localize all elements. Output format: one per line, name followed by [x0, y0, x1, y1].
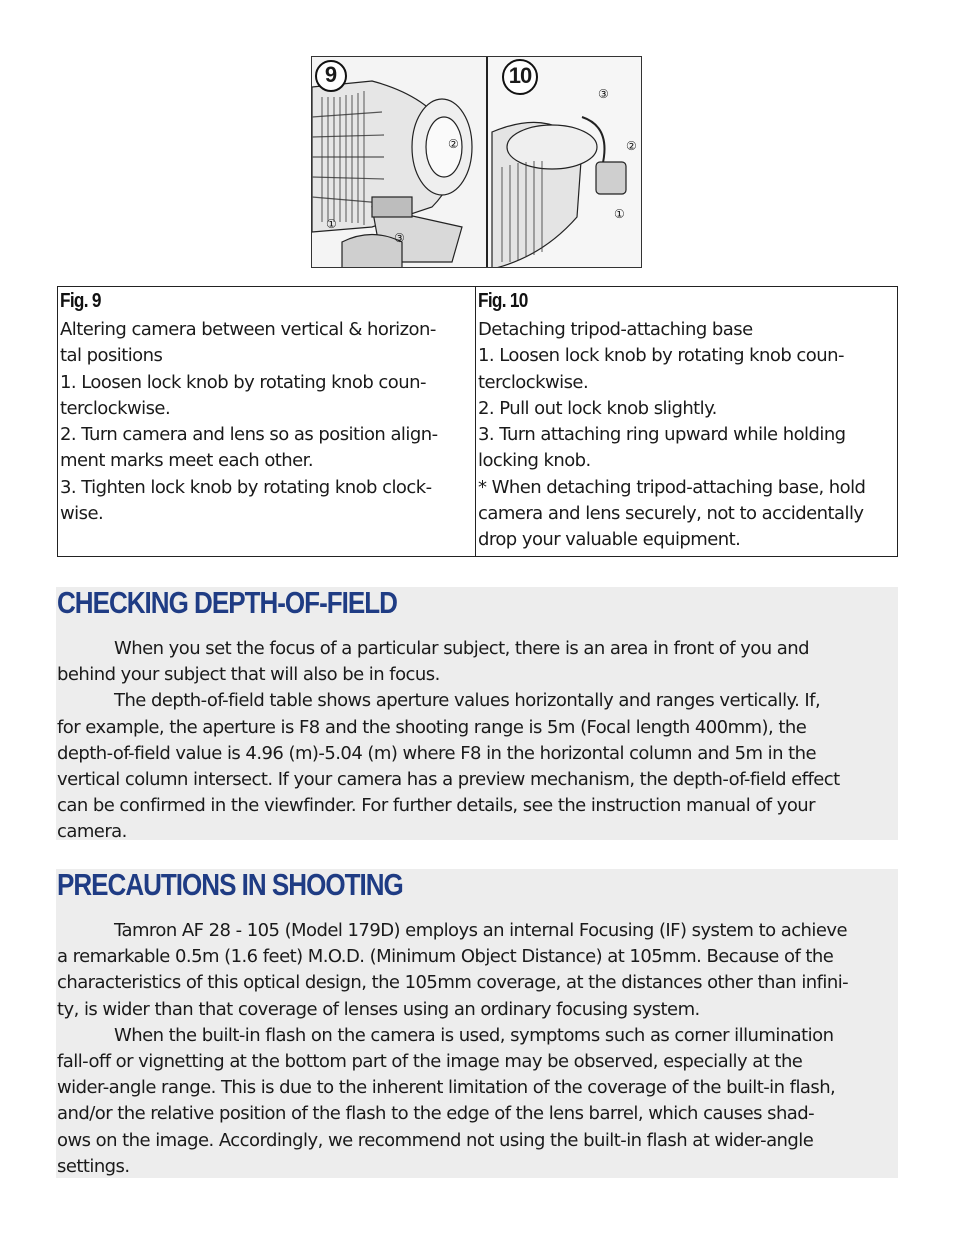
dof-section [56, 585, 898, 843]
dof-paragraph-line: The depth-of-field table shows aperture values horizontally and ranges vertically. If, [114, 690, 821, 712]
fig10-line: drop your valuable equipment. [478, 529, 741, 551]
fig9-line: terclockwise. [60, 397, 171, 419]
precautions-paragraph-line: characteristics of this optical design, the 105mm coverage, at the distances other than infini- [57, 972, 849, 994]
dof-heading: CHECKING DEPTH-OF-FIELD [57, 585, 397, 620]
fig9-line: tal positions [60, 345, 163, 367]
callout-2-right: ② [626, 139, 637, 153]
fig10-caption [476, 287, 897, 556]
fig10-line: Detaching tripod-attaching base [478, 319, 753, 340]
dof-paragraph-line: When you set the focus of a particular subject, there is an area in front of you and [114, 638, 810, 659]
dof-paragraph-line: behind your subject that will also be in focus. [57, 664, 440, 686]
figure-caption-table [57, 286, 898, 557]
precautions-paragraph-line: wider-angle range. This is due to the inherent limitation of the coverage of the built-in flash, [57, 1077, 836, 1099]
fig10-line: 3. Turn attaching ring upward while holding [478, 424, 846, 446]
callout-3-left: ③ [394, 231, 405, 245]
fig10-badge-label: 10 [508, 63, 532, 88]
fig9-title: Fig. 9 [60, 290, 101, 312]
lens-drawing [312, 57, 642, 268]
callout-1-left: ① [326, 217, 337, 231]
fig9-line: ment marks meet each other. [60, 450, 314, 472]
fig10-line: camera and lens securely, not to accidentally [478, 503, 864, 525]
fig9-caption [58, 287, 476, 556]
fig9-line: Altering camera between vertical & horizon- [60, 319, 436, 340]
fig10-line: locking knob. [478, 450, 591, 472]
precautions-heading: PRECAUTIONS IN SHOOTING [57, 867, 403, 902]
precautions-section [56, 869, 898, 1178]
precautions-paragraph-line: fall-off or vignetting at the bottom part of the image may be observed, especially at the [57, 1051, 803, 1073]
callout-3-right: ③ [598, 87, 609, 101]
callout-2-left: ② [448, 137, 459, 151]
fig10-line: * When detaching tripod-attaching base, hold [478, 476, 866, 498]
dof-paragraph-line: camera. [57, 821, 127, 843]
precautions-paragraph-line: Tamron AF 28 - 105 (Model 179D) employs an internal Focusing (IF) system to achieve [114, 920, 848, 941]
precautions-paragraph-line: ows on the image. Accordingly, we recommend not using the built-in flash at wider-angle [57, 1129, 814, 1151]
callout-1-right: ① [614, 207, 625, 221]
fig9-line: wise. [60, 503, 104, 525]
fig9-line: 3. Tighten lock knob by rotating knob clock- [60, 476, 432, 498]
precautions-paragraph-line: and/or the relative position of the flash to the edge of the lens barrel, which causes shad- [57, 1103, 815, 1125]
lens-figure-illustration [311, 56, 642, 268]
fig9-line: 1. Loosen lock knob by rotating knob coun- [60, 371, 426, 393]
dof-paragraph-line: depth-of-field value is 4.96 (m)-5.04 (m) where F8 in the horizontal column and 5m in the [57, 742, 817, 764]
fig10-line: 2. Pull out lock knob slightly. [478, 397, 717, 419]
fig10-line: 1. Loosen lock knob by rotating knob coun- [478, 345, 844, 367]
fig9-badge-label: 9 [324, 62, 338, 87]
dof-paragraph-line: vertical column intersect. If your camera has a preview mechanism, the depth-of-field effect [57, 769, 840, 791]
fig10-title: Fig. 10 [478, 290, 528, 312]
precautions-paragraph-line: a remarkable 0.5m (1.6 feet) M.O.D. (Minimum Object Distance) at 105mm. Because of the [57, 946, 834, 968]
dof-paragraph-line: for example, the aperture is F8 and the shooting range is 5m (Focal length 400mm), the [57, 716, 807, 738]
fig9-line: 2. Turn camera and lens so as position align- [60, 424, 438, 446]
dof-paragraph-line: can be confirmed in the viewfinder. For further details, see the instruction manual of your [57, 795, 816, 817]
precautions-paragraph-line: ty, is wider than that coverage of lenses using an ordinary focusing system. [57, 998, 700, 1020]
fig10-line: terclockwise. [478, 371, 589, 393]
precautions-paragraph-line: When the built-in flash on the camera is used, symptoms such as corner illumination [114, 1024, 834, 1046]
precautions-paragraph-line: settings. [57, 1155, 130, 1177]
